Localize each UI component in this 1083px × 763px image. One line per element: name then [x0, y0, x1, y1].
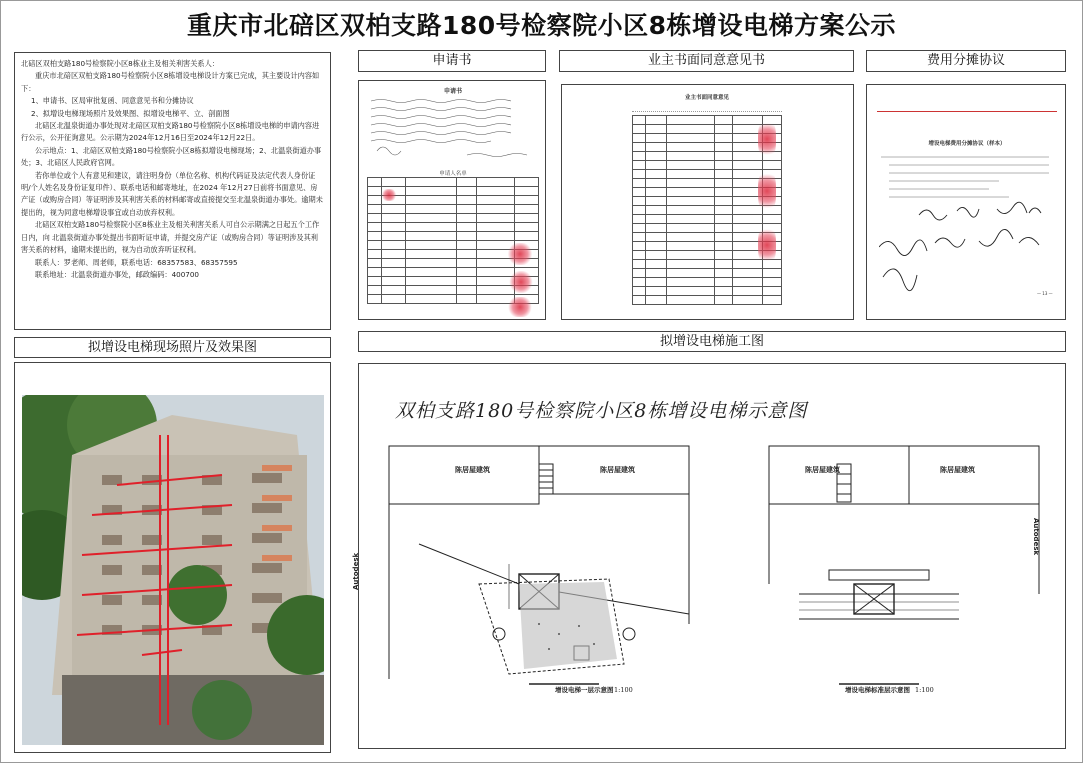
applicants-heading: 申请人名单 [439, 171, 467, 177]
cost-heading: 增设电梯费用分摊协议（样本） [928, 141, 1006, 147]
notice-item: 1、申请书、区局审批复函、同意意见书和分摊协议 [31, 96, 194, 106]
drawing-title: 双柏支路180号检察院小区8栋增设电梯示意图 [395, 400, 808, 422]
building-illustration [22, 395, 324, 745]
notice-paragraph: 重庆市北碚区双柏支路180号检察院小区8栋增设电梯设计方案已完成，其主要设计内容如下： [21, 71, 320, 93]
notice-paragraph: 北碚区双柏支路180号检察院小区8栋业主及相关利害关系人可自公示期满之日起五个工作日内，向 北温泉街道办事处提出书面听证申请，并提交房产证（或购房合同）等证明涉及其利害关系的材料，逾期未提出的，视为自动放弃听证权利。 [21, 220, 320, 255]
fingerprint-seal [509, 271, 533, 293]
room-label: 陈居屋建筑 [940, 466, 975, 474]
autodesk-watermark: Autodesk [1032, 518, 1040, 556]
notice-paragraph: 北碚区北温泉街道办事处现对北碚区双柏支路180号检察院小区8栋增设电梯的申请内容进行公示，公开征询意见。公示期为2024年12月16日至2024年12月22日。 [21, 121, 320, 143]
photo-panel-label: 拟增设电梯现场照片及效果图 [14, 337, 331, 358]
consent-document [561, 84, 854, 320]
application-panel-label: 申请书 [358, 50, 546, 72]
room-label: 陈居屋建筑 [455, 466, 490, 474]
notice-contact: 联系人：罗老师、周老师，联系电话：68357583、68357595 [35, 257, 238, 267]
consent-panel-label: 业主书面同意意见书 [559, 50, 854, 72]
left-plan-caption: 增设电梯一层示意图 [555, 686, 614, 694]
fingerprint-seal [507, 297, 533, 317]
autodesk-watermark: Autodesk [352, 552, 360, 590]
fingerprint-seal [507, 243, 533, 265]
left-plan-scale: 1:100 [614, 686, 633, 694]
notice-item: 2、拟增设电梯现场照片及效果图、拟增设电梯平、立、剖面图 [31, 108, 230, 118]
notice-paragraph: 若你单位或个人有意见和建议，请注明身份（单位名称、机构代码证及法定代表人身份证明/个人姓名及身份证复印件）、联系电话和邮寄地址，在2024 年12月27日前将书面意见、房产证（或购房合同）等证明涉及其利害关系的材料邮寄或直接提交至北温泉街道办事处。逾期未提出的，视为同意电梯增设事宜或自动放弃权利。 [21, 170, 323, 217]
fingerprint-seal [758, 169, 776, 213]
room-label: 陈居屋建筑 [805, 466, 840, 474]
room-label: 陈居屋建筑 [600, 466, 635, 474]
notice-salutation: 北碚区双柏支路180号检察院小区8栋业主及相关利害关系人： [21, 59, 219, 68]
consent-heading: 业主书面同意意见 [684, 95, 729, 101]
drawing-panel-label: 拟增设电梯施工图 [358, 331, 1066, 352]
notice-address: 联系地址：北温泉街道办事处，邮政编码：400700 [35, 269, 200, 279]
fingerprint-seal [758, 225, 776, 265]
notice-text [14, 52, 331, 330]
site-photo [22, 395, 324, 745]
right-plan-scale: 1:100 [915, 686, 934, 694]
fingerprint-seal [381, 189, 397, 201]
agreement-handwriting [879, 151, 1057, 301]
cost-agreement-document: 增设电梯费用分摊协议（样本） — 13 — [866, 84, 1066, 320]
application-document [358, 80, 546, 320]
notice-paragraph: 公示地点：1、北碚区双柏支路180号检察院小区8栋拟增设电梯现场；2、北温泉街道办事处；3、北碚区人民政府官网。 [21, 145, 322, 168]
cost-panel-label: 费用分摊协议 [866, 50, 1066, 72]
page-title: 重庆市北碚区双柏支路180号检察院小区8栋增设电梯方案公示 [186, 11, 897, 40]
fingerprint-seal [758, 119, 776, 159]
handwriting-lines [367, 95, 539, 165]
right-plan-caption: 增设电梯标准层示意图 [845, 686, 910, 694]
application-heading: 申请书 [443, 88, 462, 95]
